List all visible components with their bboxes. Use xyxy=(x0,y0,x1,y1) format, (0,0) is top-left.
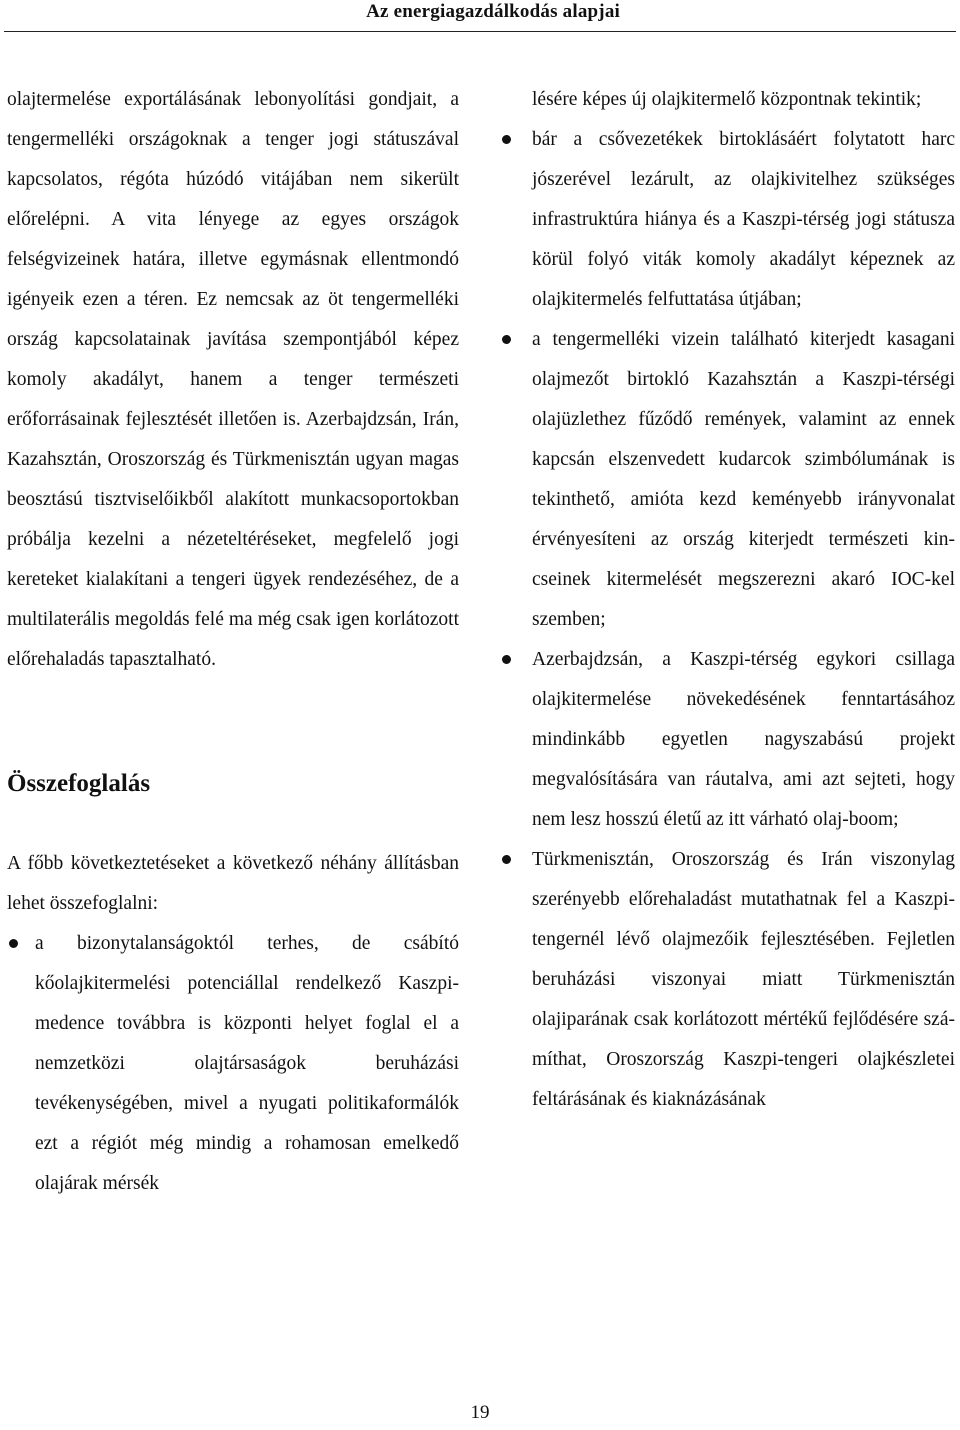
bullet-item: a tengermelléki vizein található kiterjedt kasagani olajmezőt birtokló Kazahsztán a Kaszpi-térségi olajüzlethez fűződő remények, valamint az ennek kapcsán elszenvedett kudarcok szimbólumának is tekinthető, amióta kezd keményebb irányvonalat érvényesíteni az ország kiterjedt természeti kincseinek kitermelését megszerezni akaró IOC-kel szemben; xyxy=(499,320,955,640)
summary-bullet-list-right xyxy=(499,80,955,1120)
summary-bullet-list-left xyxy=(7,924,459,1204)
left-column xyxy=(7,80,459,1204)
bullet-item: Azerbajdzsán, a Kaszpi-térség egykori csillaga olajkitermelése növekedésének fenntartásához mindinkább egyetlen nagyszabású projekt megvalósítására van ráutalva, ami azt sejteti, hogy nem lesz hosszú életű az itt várható olaj-boom; xyxy=(499,640,955,840)
bullet-item: a bizonytalanságoktól terhes, de csábító kőolajkitermelési potenciállal rendelkező Kaszpi-medence továbbra is központi helyet foglal el a nemzetközi olajtársaságok beruházási tevékenységében, mivel a nyugati politikaformálók ezt a régiót még mindig a rohamosan emelkedő olajárak mérsék xyxy=(7,924,459,1204)
section-heading-summary: Összefoglalás xyxy=(7,770,151,797)
header-divider xyxy=(4,31,956,32)
page-number: 19 xyxy=(470,1402,490,1423)
page-header xyxy=(0,0,960,34)
bullet-item: Türkmenisztán, Oroszország és Irán viszonylag szerényebb előrehaladást mutathatnak fel a Kaszpi-tengernél lévő olajmezőik fejlesztésében. Fejletlen beruházási viszonyai miatt Türkmenisztán olajiparának csak korlátozott mértékű fejlődésére számíthat, Oroszország Kaszpi-tengeri olajkészletei feltárásának és kiaknázásának xyxy=(499,840,955,1120)
bullet-continuation: lésére képes új olajkitermelő központnak tekintik; xyxy=(532,89,922,110)
bullet-item: bár a csővezetékek birtoklásáért folytatott harc jószerével lezárult, az olajkivitelhez szükséges infrastruktúra hiánya és a Kaszpi-térség jogi státusza körül folyó viták komoly akadályt képeznek az olajkitermelés felfuttatása útjában; xyxy=(499,120,955,320)
summary-intro: A főbb következtetéseket a következő néhány állításban lehet összefoglalni: xyxy=(7,853,459,914)
right-column xyxy=(499,80,955,1120)
running-header-title: Az energiagazdálkodás alapjai xyxy=(366,1,620,22)
body-paragraph: olajtermelése exportálásának lebonyolítási gondjait, a tengermelléki országoknak a tenger jogi státuszával kapcsolatos, régóta húzódó vitájában nem sikerült előrelépni. A vita lényege az egyes országok felségvizeinek határa, illetve egymásnak ellentmondó igényeik ezen a téren. Ez nemcsak az öt tengermelléki ország kapcsolatainak javítása szempontjából képez komoly akadályt, hanem a tenger természeti erőforrásainak fejlesztését illetően is. Azerbajdzsán, Irán, Kazahsztán, Oroszország és Türkmenisztán ugyan magas beosztású tisztviselőikből alakított munkacsoportokban próbálja kezelni a nézeteltéréseket, megfelelő jogi kereteket kialakítani a tengeri ügyek rendezéséhez, de a multilaterális megoldás felé ma még csak igen korlátozott előrehaladás tapasztalható. xyxy=(7,89,459,670)
